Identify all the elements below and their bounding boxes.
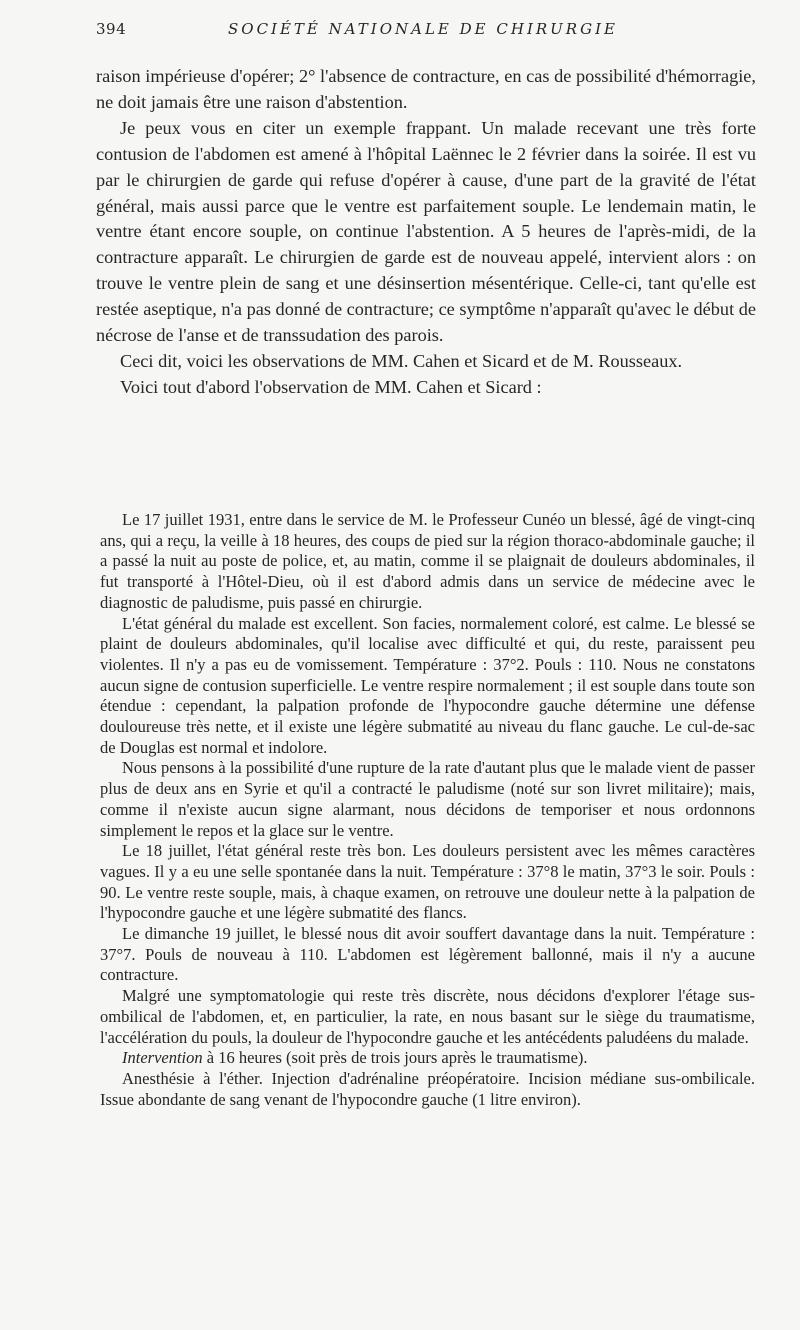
running-title: SOCIÉTÉ NATIONALE DE CHIRURGIE xyxy=(228,20,618,38)
paragraph: Voici tout d'abord l'observation de MM. Cahen et Sicard : xyxy=(120,376,542,397)
observation-paragraph: L'état général du malade est excellent. Son facies, normalement coloré, est calme. Le blessé se plaint de douleurs abdominales, qu'il localise avec difficulté et qui, du reste, paraissent peu violentes. Il n'y a pas eu de vomissement. Température : 37°2. Pouls : 110. Nous ne constatons aucun signe de contusion superficielle. Le ventre respire normalement ; il est souple dans toute son étendue : cependant, la palpation profonde de l'hypocondre gauche détermine une défense douloureuse très nette, et il existe une légère submatité au niveau du flanc gauche. Le cul-de-sac de Douglas est normal et indolore. xyxy=(100,613,755,757)
page-header xyxy=(96,14,760,44)
observation-paragraph: Malgré une symptomatologie qui reste très discrète, nous décidons d'explorer l'étage sus-ombilical de l'abdomen, et, en particulier, la rate, en nous basant sur le siège du traumatisme, l'accélération du pouls, la douleur de l'hypocondre gauche et les antécédents paludéens du malade. xyxy=(100,986,755,1047)
main-text-block xyxy=(96,64,756,401)
intervention-label: Intervention xyxy=(122,1048,203,1068)
paragraph: Ceci dit, voici les observations de MM. Cahen et Sicard et de M. Rousseaux. xyxy=(120,350,683,371)
paragraph: raison impérieuse d'opérer; 2° l'absence de contracture, en cas de possibilité d'hémorragie, ne doit jamais être une raison d'abstention. xyxy=(96,66,756,112)
observation-paragraph: Le 18 juillet, l'état général reste très bon. Les douleurs persistent avec les mêmes caractères vagues. Il y a eu une selle spontanée dans la nuit. Température : 37°8 le matin, 37°3 le soir. Pouls : 90. Le ventre reste souple, mais, à chaque examen, on retrouve une douleur nette à la palpation de l'hypocondre gauche et une légère submatité des flancs. xyxy=(100,841,755,923)
observation-paragraph: Le 17 juillet 1931, entre dans le service de M. le Professeur Cunéo un blessé, âgé de vingt-cinq ans, qui a reçu, la veille à 18 heures, des coups de pied sur la région thoraco-abdominale gauche; il a passé la nuit au poste de police, et, au matin, comme il se plaignait de douleurs abdominales, il fut transporté à l'Hôtel-Dieu, où il est d'abord admis dans un service de médecine avec le diagnostic de paludisme, puis passé en chirurgie. xyxy=(100,510,755,612)
observation-paragraph: Anesthésie à l'éther. Injection d'adrénaline préopératoire. Incision médiane sus-ombilicale. Issue abondante de sang venant de l'hypocondre gauche (1 litre environ). xyxy=(100,1068,755,1109)
page-number: 394 xyxy=(96,20,127,38)
intervention-text: à 16 heures (soit près de trois jours après le traumatisme). xyxy=(202,1048,588,1068)
observation-paragraph: Nous pensons à la possibilité d'une rupture de la rate d'autant plus que le malade vient de passer plus de deux ans en Syrie et qu'il a contracté le paludisme (noté sur son livret militaire); mais, comme il n'existe aucun signe alarmant, nous décidons de temporiser et nous ordonnons simplement le repos et la glace sur le ventre. xyxy=(100,758,755,840)
observation-paragraph: Le dimanche 19 juillet, le blessé nous dit avoir souffert davantage dans la nuit. Température : 37°7. Pouls de nouveau à 110. L'abdomen est légèrement ballonné, mais il n'y a aucune contracture. xyxy=(100,924,755,985)
observation-block xyxy=(100,510,755,1110)
intervention-paragraph xyxy=(100,1048,755,1069)
paragraph: Je peux vous en citer un exemple frappant. Un malade recevant une très forte contusion de l'abdomen est amené à l'hôpital Laënnec le 2 février dans la soirée. Il est vu par le chirurgien de garde qui refuse d'opérer à cause, d'une part de la gravité de l'état général, mais aussi parce que le ventre est parfaitement souple. Le lendemain matin, le ventre étant encore souple, on continue l'abstention. A 5 heures de l'après-midi, de la contracture apparaît. Le chirurgien de garde est de nouveau appelé, intervient alors : on trouve le ventre plein de sang et une désinsertion mésentérique. Celle-ci, tant qu'elle est restée aseptique, n'a pas donné de contracture; ce symptôme n'apparaît qu'avec le début de nécrose de l'anse et de transsudation des parois. xyxy=(96,117,756,346)
